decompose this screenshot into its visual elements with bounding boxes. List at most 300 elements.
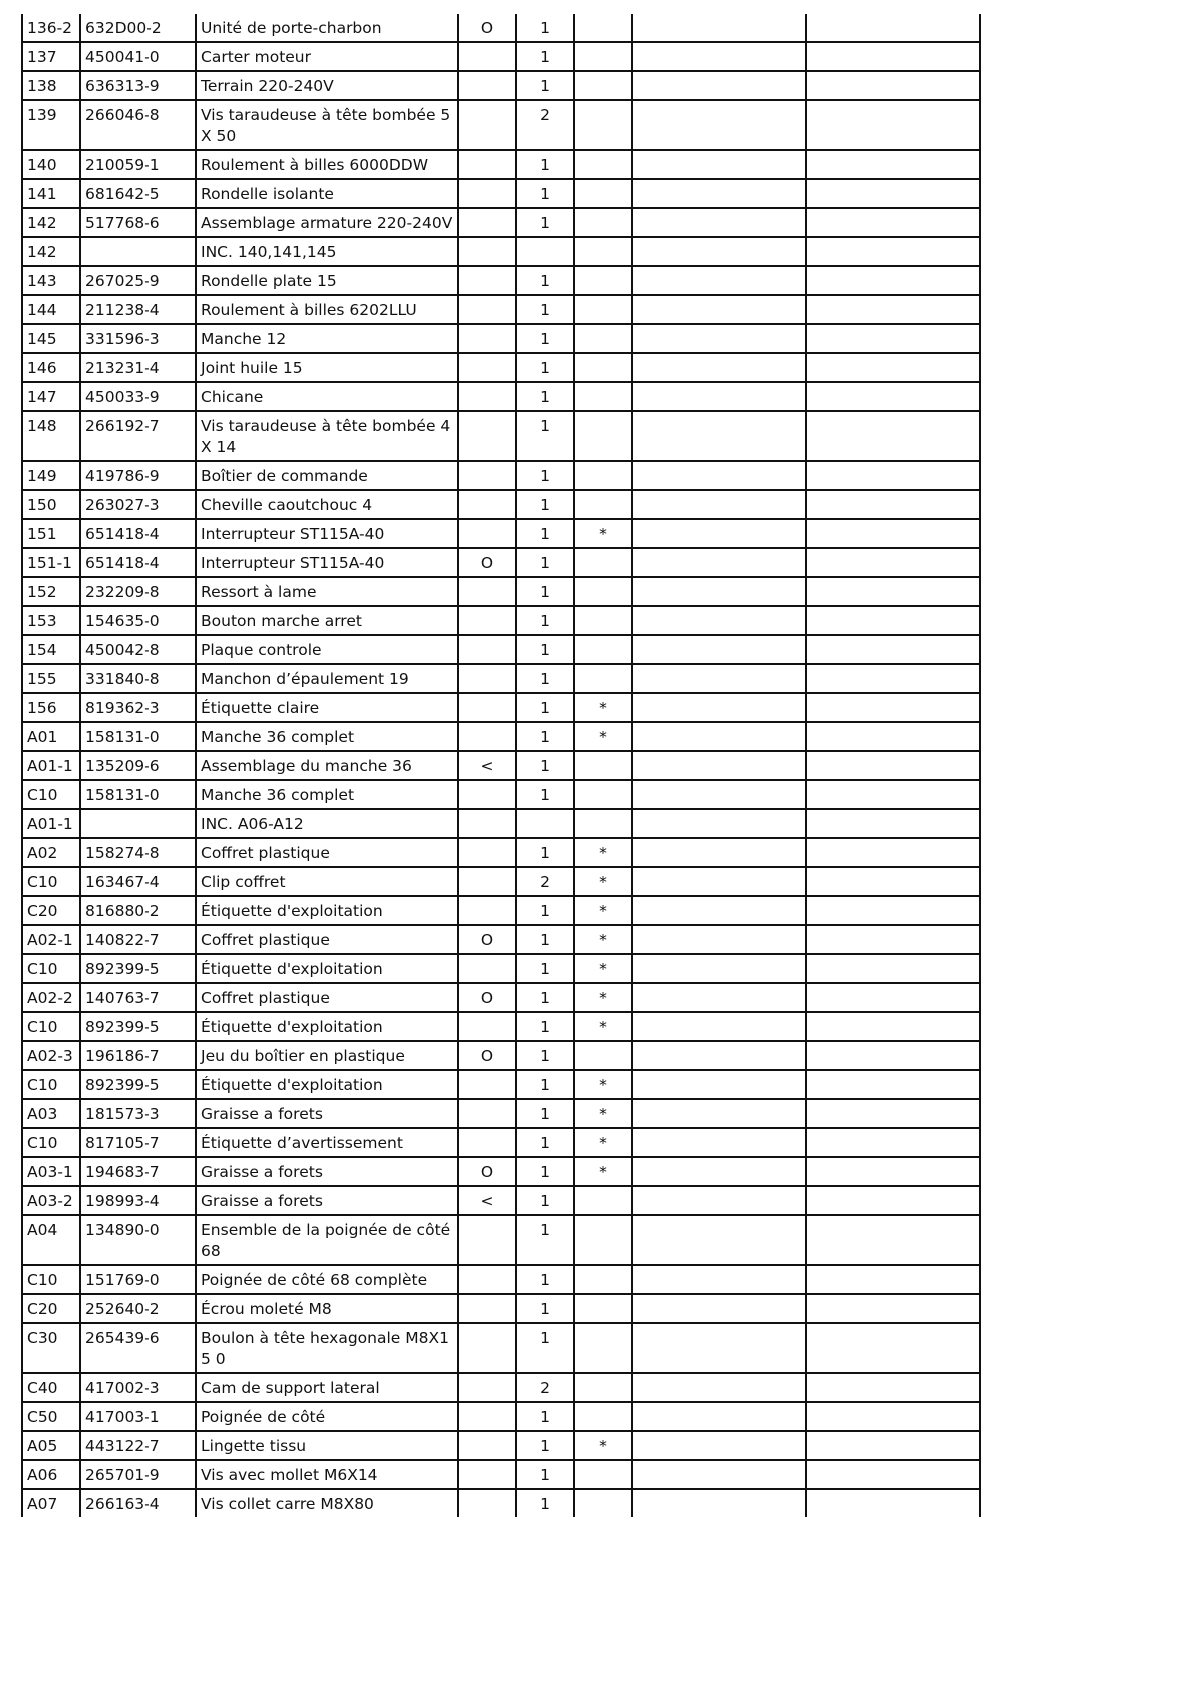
item-number-cell: 151-1 [22, 548, 80, 577]
quantity-cell: 1 [516, 1128, 574, 1157]
part-code-cell: 134890-0 [80, 1215, 196, 1265]
quantity-cell: 1 [516, 1460, 574, 1489]
description-cell: Unité de porte-charbon [196, 14, 458, 42]
description-cell: Chicane [196, 382, 458, 411]
description-cell: Vis taraudeuse à tête bombée 5X 50 [196, 100, 458, 150]
part-code-cell: 267025-9 [80, 266, 196, 295]
symbol-cell [458, 179, 516, 208]
item-number-cell: 143 [22, 266, 80, 295]
table-row [22, 1294, 980, 1323]
quantity-cell: 1 [516, 1215, 574, 1265]
description-cell: Cheville caoutchouc 4 [196, 490, 458, 519]
table-row [22, 809, 980, 838]
empty-cell [632, 382, 806, 411]
table-row [22, 411, 980, 461]
item-number-cell: 154 [22, 635, 80, 664]
part-code-cell: 892399-5 [80, 954, 196, 983]
table-row [22, 577, 980, 606]
note-cell [574, 324, 632, 353]
empty-cell [806, 208, 980, 237]
symbol-cell [458, 809, 516, 838]
table-row [22, 1041, 980, 1070]
empty-cell [632, 867, 806, 896]
empty-cell [632, 954, 806, 983]
empty-cell [806, 606, 980, 635]
empty-cell [806, 635, 980, 664]
item-number-cell: C20 [22, 896, 80, 925]
description-cell: Poignée de côté [196, 1402, 458, 1431]
item-number-cell: 152 [22, 577, 80, 606]
empty-cell [806, 519, 980, 548]
description-cell: Vis taraudeuse à tête bombée 4X 14 [196, 411, 458, 461]
description-cell: Étiquette d'exploitation [196, 954, 458, 983]
description-cell: Manche 36 complet [196, 780, 458, 809]
description-cell: Étiquette d'exploitation [196, 1012, 458, 1041]
symbol-cell [458, 266, 516, 295]
table-row [22, 1128, 980, 1157]
symbol-cell [458, 1460, 516, 1489]
quantity-cell: 1 [516, 71, 574, 100]
quantity-cell: 1 [516, 42, 574, 71]
empty-cell [806, 266, 980, 295]
symbol-cell [458, 635, 516, 664]
note-cell: * [574, 1012, 632, 1041]
item-number-cell: A07 [22, 1489, 80, 1517]
empty-cell [632, 1128, 806, 1157]
description-cell: Lingette tissu [196, 1431, 458, 1460]
empty-cell [632, 1373, 806, 1402]
part-code-cell: 196186-7 [80, 1041, 196, 1070]
quantity-cell: 1 [516, 722, 574, 751]
note-cell [574, 780, 632, 809]
symbol-cell [458, 1128, 516, 1157]
description-cell: Ressort à lame [196, 577, 458, 606]
item-number-cell: A04 [22, 1215, 80, 1265]
part-code-cell: 819362-3 [80, 693, 196, 722]
empty-cell [806, 577, 980, 606]
empty-cell [632, 237, 806, 266]
description-cell: Rondelle plate 15 [196, 266, 458, 295]
description-cell: Ensemble de la poignée de côté 68 [196, 1215, 458, 1265]
note-cell: * [574, 1157, 632, 1186]
table-row [22, 1489, 980, 1517]
empty-cell [632, 1323, 806, 1373]
empty-cell [806, 1265, 980, 1294]
symbol-cell [458, 722, 516, 751]
quantity-cell: 1 [516, 751, 574, 780]
part-code-cell: 651418-4 [80, 548, 196, 577]
note-cell [574, 150, 632, 179]
symbol-cell [458, 461, 516, 490]
item-number-cell: A03-1 [22, 1157, 80, 1186]
part-code-cell: 892399-5 [80, 1070, 196, 1099]
item-number-cell: C10 [22, 867, 80, 896]
item-number-cell: A03 [22, 1099, 80, 1128]
note-cell [574, 1460, 632, 1489]
item-number-cell: 150 [22, 490, 80, 519]
empty-cell [632, 896, 806, 925]
item-number-cell: C10 [22, 1012, 80, 1041]
table-row [22, 1186, 980, 1215]
empty-cell [632, 635, 806, 664]
description-cell: Roulement à billes 6202LLU [196, 295, 458, 324]
symbol-cell [458, 382, 516, 411]
empty-cell [806, 324, 980, 353]
quantity-cell: 2 [516, 1373, 574, 1402]
part-code-cell: 154635-0 [80, 606, 196, 635]
table-row [22, 14, 980, 42]
table-row [22, 1373, 980, 1402]
table-row [22, 838, 980, 867]
description-cell: Manche 12 [196, 324, 458, 353]
description-cell: Interrupteur ST115A-40 [196, 519, 458, 548]
table-row [22, 237, 980, 266]
note-cell [574, 577, 632, 606]
table-row [22, 353, 980, 382]
symbol-cell [458, 1012, 516, 1041]
empty-cell [806, 1294, 980, 1323]
part-code-cell: 419786-9 [80, 461, 196, 490]
table-row [22, 896, 980, 925]
note-cell: * [574, 519, 632, 548]
symbol-cell: O [458, 14, 516, 42]
symbol-cell [458, 519, 516, 548]
symbol-cell [458, 411, 516, 461]
empty-cell [632, 411, 806, 461]
table-row [22, 295, 980, 324]
empty-cell [632, 838, 806, 867]
part-code-cell: 232209-8 [80, 577, 196, 606]
part-code-cell: 252640-2 [80, 1294, 196, 1323]
quantity-cell: 1 [516, 382, 574, 411]
empty-cell [632, 1215, 806, 1265]
table-row [22, 208, 980, 237]
empty-cell [806, 751, 980, 780]
symbol-cell [458, 71, 516, 100]
quantity-cell: 1 [516, 1186, 574, 1215]
quantity-cell: 1 [516, 1323, 574, 1373]
table-row [22, 100, 980, 150]
item-number-cell: 153 [22, 606, 80, 635]
item-number-cell: C30 [22, 1323, 80, 1373]
quantity-cell: 1 [516, 295, 574, 324]
empty-cell [806, 548, 980, 577]
note-cell [574, 411, 632, 461]
quantity-cell: 1 [516, 664, 574, 693]
empty-cell [806, 1157, 980, 1186]
empty-cell [632, 1431, 806, 1460]
description-cell: Graisse a forets [196, 1186, 458, 1215]
empty-cell [632, 925, 806, 954]
table-row [22, 461, 980, 490]
part-code-cell: 417002-3 [80, 1373, 196, 1402]
description-cell: Assemblage du manche 36 [196, 751, 458, 780]
item-number-cell: 155 [22, 664, 80, 693]
quantity-cell: 1 [516, 1294, 574, 1323]
empty-cell [806, 100, 980, 150]
item-number-cell: C50 [22, 1402, 80, 1431]
description-cell: Terrain 220-240V [196, 71, 458, 100]
table-row [22, 925, 980, 954]
part-code-cell: 140763-7 [80, 983, 196, 1012]
part-code-cell: 632D00-2 [80, 14, 196, 42]
empty-cell [632, 519, 806, 548]
symbol-cell [458, 353, 516, 382]
item-number-cell: 149 [22, 461, 80, 490]
empty-cell [632, 1294, 806, 1323]
note-cell [574, 382, 632, 411]
part-code-cell: 417003-1 [80, 1402, 196, 1431]
empty-cell [806, 867, 980, 896]
description-cell: Étiquette d'exploitation [196, 896, 458, 925]
description-cell: Étiquette d'exploitation [196, 1070, 458, 1099]
symbol-cell [458, 42, 516, 71]
empty-cell [632, 722, 806, 751]
note-cell [574, 179, 632, 208]
item-number-cell: A02-3 [22, 1041, 80, 1070]
note-cell: * [574, 867, 632, 896]
symbol-cell: < [458, 751, 516, 780]
symbol-cell: O [458, 983, 516, 1012]
empty-cell [806, 150, 980, 179]
table-row [22, 693, 980, 722]
empty-cell [806, 925, 980, 954]
quantity-cell: 1 [516, 411, 574, 461]
table-row [22, 490, 980, 519]
symbol-cell [458, 577, 516, 606]
symbol-cell [458, 1099, 516, 1128]
empty-cell [632, 606, 806, 635]
table-row [22, 780, 980, 809]
symbol-cell [458, 606, 516, 635]
description-cell: Graisse a forets [196, 1099, 458, 1128]
empty-cell [632, 42, 806, 71]
part-code-cell: 266163-4 [80, 1489, 196, 1517]
note-cell [574, 809, 632, 838]
empty-cell [806, 411, 980, 461]
quantity-cell [516, 237, 574, 266]
description-cell: Étiquette d’avertissement [196, 1128, 458, 1157]
item-number-cell: 156 [22, 693, 80, 722]
empty-cell [806, 1489, 980, 1517]
part-code-cell: 135209-6 [80, 751, 196, 780]
note-cell: * [574, 838, 632, 867]
quantity-cell: 1 [516, 179, 574, 208]
quantity-cell [516, 809, 574, 838]
item-number-cell: 138 [22, 71, 80, 100]
empty-cell [806, 954, 980, 983]
item-number-cell: A01-1 [22, 809, 80, 838]
empty-cell [632, 983, 806, 1012]
note-cell: * [574, 896, 632, 925]
part-code-cell: 651418-4 [80, 519, 196, 548]
part-code-cell: 163467-4 [80, 867, 196, 896]
quantity-cell: 1 [516, 780, 574, 809]
table-row [22, 722, 980, 751]
empty-cell [806, 780, 980, 809]
quantity-cell: 1 [516, 519, 574, 548]
description-cell: Étiquette claire [196, 693, 458, 722]
empty-cell [806, 382, 980, 411]
empty-cell [806, 896, 980, 925]
table-row [22, 42, 980, 71]
empty-cell [632, 324, 806, 353]
empty-cell [806, 983, 980, 1012]
item-number-cell: 151 [22, 519, 80, 548]
description-cell: Boulon à tête hexagonale M8X15 0 [196, 1323, 458, 1373]
part-code-cell: 194683-7 [80, 1157, 196, 1186]
empty-cell [632, 809, 806, 838]
part-code-cell: 158131-0 [80, 722, 196, 751]
part-code-cell: 265439-6 [80, 1323, 196, 1373]
empty-cell [806, 693, 980, 722]
quantity-cell: 1 [516, 208, 574, 237]
empty-cell [806, 1323, 980, 1373]
symbol-cell [458, 490, 516, 519]
quantity-cell: 1 [516, 1041, 574, 1070]
note-cell [574, 1323, 632, 1373]
note-cell: * [574, 1099, 632, 1128]
description-cell: Coffret plastique [196, 838, 458, 867]
quantity-cell: 1 [516, 150, 574, 179]
part-code-cell: 181573-3 [80, 1099, 196, 1128]
part-code-cell: 158274-8 [80, 838, 196, 867]
part-code-cell: 816880-2 [80, 896, 196, 925]
table-row [22, 324, 980, 353]
part-code-cell: 266192-7 [80, 411, 196, 461]
item-number-cell: 137 [22, 42, 80, 71]
empty-cell [632, 266, 806, 295]
table-row [22, 519, 980, 548]
empty-cell [632, 664, 806, 693]
description-cell: Carter moteur [196, 42, 458, 71]
table-row [22, 1402, 980, 1431]
note-cell [574, 606, 632, 635]
description-cell: Manchon d’épaulement 19 [196, 664, 458, 693]
empty-cell [632, 295, 806, 324]
part-code-cell: 263027-3 [80, 490, 196, 519]
quantity-cell: 1 [516, 1157, 574, 1186]
item-number-cell: C10 [22, 1128, 80, 1157]
empty-cell [632, 71, 806, 100]
quantity-cell: 1 [516, 896, 574, 925]
description-cell: Coffret plastique [196, 983, 458, 1012]
empty-cell [806, 1373, 980, 1402]
part-code-cell: 198993-4 [80, 1186, 196, 1215]
note-cell [574, 1265, 632, 1294]
quantity-cell: 1 [516, 1070, 574, 1099]
item-number-cell: 141 [22, 179, 80, 208]
empty-cell [632, 1099, 806, 1128]
description-cell: Manche 36 complet [196, 722, 458, 751]
quantity-cell: 1 [516, 1402, 574, 1431]
empty-cell [632, 1070, 806, 1099]
part-code-cell: 681642-5 [80, 179, 196, 208]
empty-cell [806, 1460, 980, 1489]
description-cell: Vis collet carre M8X80 [196, 1489, 458, 1517]
symbol-cell [458, 150, 516, 179]
symbol-cell: O [458, 925, 516, 954]
item-number-cell: 142 [22, 237, 80, 266]
quantity-cell: 1 [516, 548, 574, 577]
part-code-cell [80, 809, 196, 838]
item-number-cell: A03-2 [22, 1186, 80, 1215]
quantity-cell: 1 [516, 490, 574, 519]
description-cell: Boîtier de commande [196, 461, 458, 490]
part-code-cell: 892399-5 [80, 1012, 196, 1041]
empty-cell [632, 751, 806, 780]
item-number-cell: 144 [22, 295, 80, 324]
quantity-cell: 1 [516, 353, 574, 382]
empty-cell [806, 1128, 980, 1157]
empty-cell [632, 1041, 806, 1070]
empty-cell [806, 809, 980, 838]
quantity-cell: 1 [516, 577, 574, 606]
table-row [22, 1215, 980, 1265]
item-number-cell: C40 [22, 1373, 80, 1402]
symbol-cell [458, 954, 516, 983]
quantity-cell: 1 [516, 1431, 574, 1460]
parts-table-body [22, 14, 980, 1517]
item-number-cell: 147 [22, 382, 80, 411]
symbol-cell [458, 664, 516, 693]
item-number-cell: C10 [22, 954, 80, 983]
part-code-cell: 331596-3 [80, 324, 196, 353]
note-cell [574, 461, 632, 490]
description-cell: Roulement à billes 6000DDW [196, 150, 458, 179]
item-number-cell: 140 [22, 150, 80, 179]
part-code-cell: 450033-9 [80, 382, 196, 411]
note-cell [574, 295, 632, 324]
note-cell [574, 353, 632, 382]
symbol-cell [458, 896, 516, 925]
description-cell: Coffret plastique [196, 925, 458, 954]
item-number-cell: C10 [22, 1265, 80, 1294]
note-cell [574, 14, 632, 42]
table-row [22, 1099, 980, 1128]
symbol-cell: O [458, 1041, 516, 1070]
empty-cell [806, 71, 980, 100]
empty-cell [806, 1215, 980, 1265]
note-cell [574, 635, 632, 664]
description-cell: Plaque controle [196, 635, 458, 664]
quantity-cell: 1 [516, 324, 574, 353]
table-row [22, 751, 980, 780]
part-code-cell: 266046-8 [80, 100, 196, 150]
table-row [22, 179, 980, 208]
empty-cell [632, 150, 806, 179]
empty-cell [806, 353, 980, 382]
item-number-cell: C10 [22, 780, 80, 809]
empty-cell [632, 461, 806, 490]
quantity-cell: 1 [516, 606, 574, 635]
quantity-cell: 1 [516, 1099, 574, 1128]
symbol-cell [458, 838, 516, 867]
empty-cell [632, 208, 806, 237]
table-row [22, 71, 980, 100]
symbol-cell [458, 237, 516, 266]
empty-cell [632, 490, 806, 519]
empty-cell [806, 237, 980, 266]
description-cell: Jeu du boîtier en plastique [196, 1041, 458, 1070]
description-cell: Rondelle isolante [196, 179, 458, 208]
empty-cell [806, 1431, 980, 1460]
quantity-cell: 1 [516, 954, 574, 983]
note-cell: * [574, 1128, 632, 1157]
symbol-cell [458, 1294, 516, 1323]
table-row [22, 664, 980, 693]
part-code-cell: 450041-0 [80, 42, 196, 71]
